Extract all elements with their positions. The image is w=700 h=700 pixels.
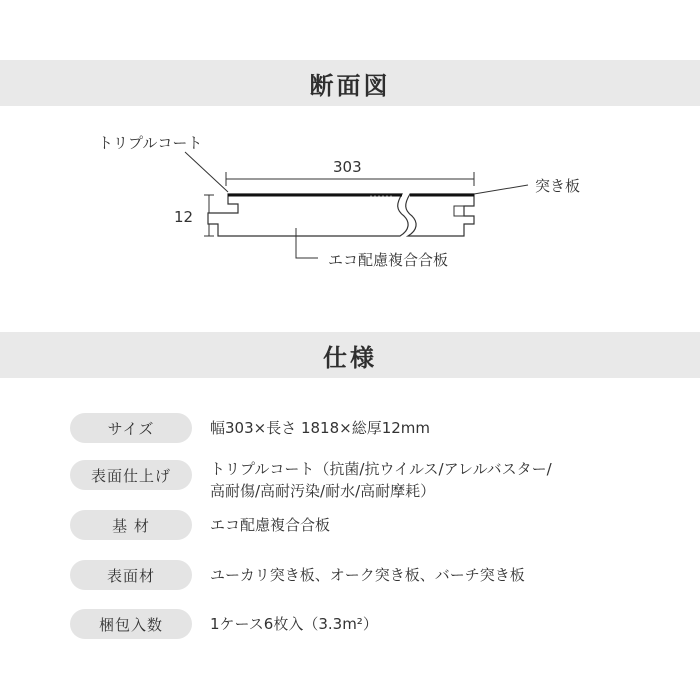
spec-label: 基 材 — [70, 510, 192, 540]
section-header-spec — [0, 332, 700, 378]
section-title-diagram: 断面図 — [309, 71, 391, 100]
spec-row-base — [70, 510, 680, 540]
coat-leader-line — [185, 152, 228, 192]
spec-value-line: エコ配慮複合合板 — [210, 516, 331, 534]
spec-value — [210, 413, 680, 439]
veneer-leader-line — [474, 185, 528, 194]
spec-value — [210, 609, 680, 635]
board-left-part — [208, 194, 408, 236]
spec-label: 梱包入数 — [70, 609, 192, 639]
spec-row-packing — [70, 609, 680, 639]
spec-value-line: 幅303×長さ 1818×総厚12mm — [210, 419, 431, 437]
spec-value-line: 1ケース6枚入（3.3m²） — [210, 615, 378, 633]
core-label: エコ配慮複合合板 — [328, 251, 449, 269]
spec-value-line: 高耐傷/高耐汚染/耐水/高耐摩耗） — [210, 482, 436, 500]
section-title-spec: 仕様 — [323, 343, 377, 372]
spec-value — [210, 454, 680, 502]
spec-value — [210, 510, 680, 536]
board-right-part — [406, 194, 474, 236]
veneer-label: 突き板 — [535, 177, 581, 195]
spec-value — [210, 560, 680, 586]
spec-label: サイズ — [70, 413, 192, 443]
spec-value-line: ユーカリ突き板、オーク突き板、バーチ突き板 — [210, 566, 525, 584]
spec-label: 表面材 — [70, 560, 192, 590]
width-label: 303 — [333, 158, 362, 176]
spec-value-line: トリプルコート（抗菌/抗ウイルス/アレルバスター/ — [210, 460, 552, 478]
thickness-label: 12 — [174, 208, 194, 226]
cross-section-diagram — [0, 120, 700, 290]
spec-label: 表面仕上げ — [70, 460, 192, 490]
spec-row-finish — [70, 460, 680, 502]
coat-label: トリプルコート — [98, 134, 203, 152]
section-header-diagram — [0, 60, 700, 106]
spec-row-size — [70, 413, 680, 443]
spec-row-surface — [70, 560, 680, 590]
